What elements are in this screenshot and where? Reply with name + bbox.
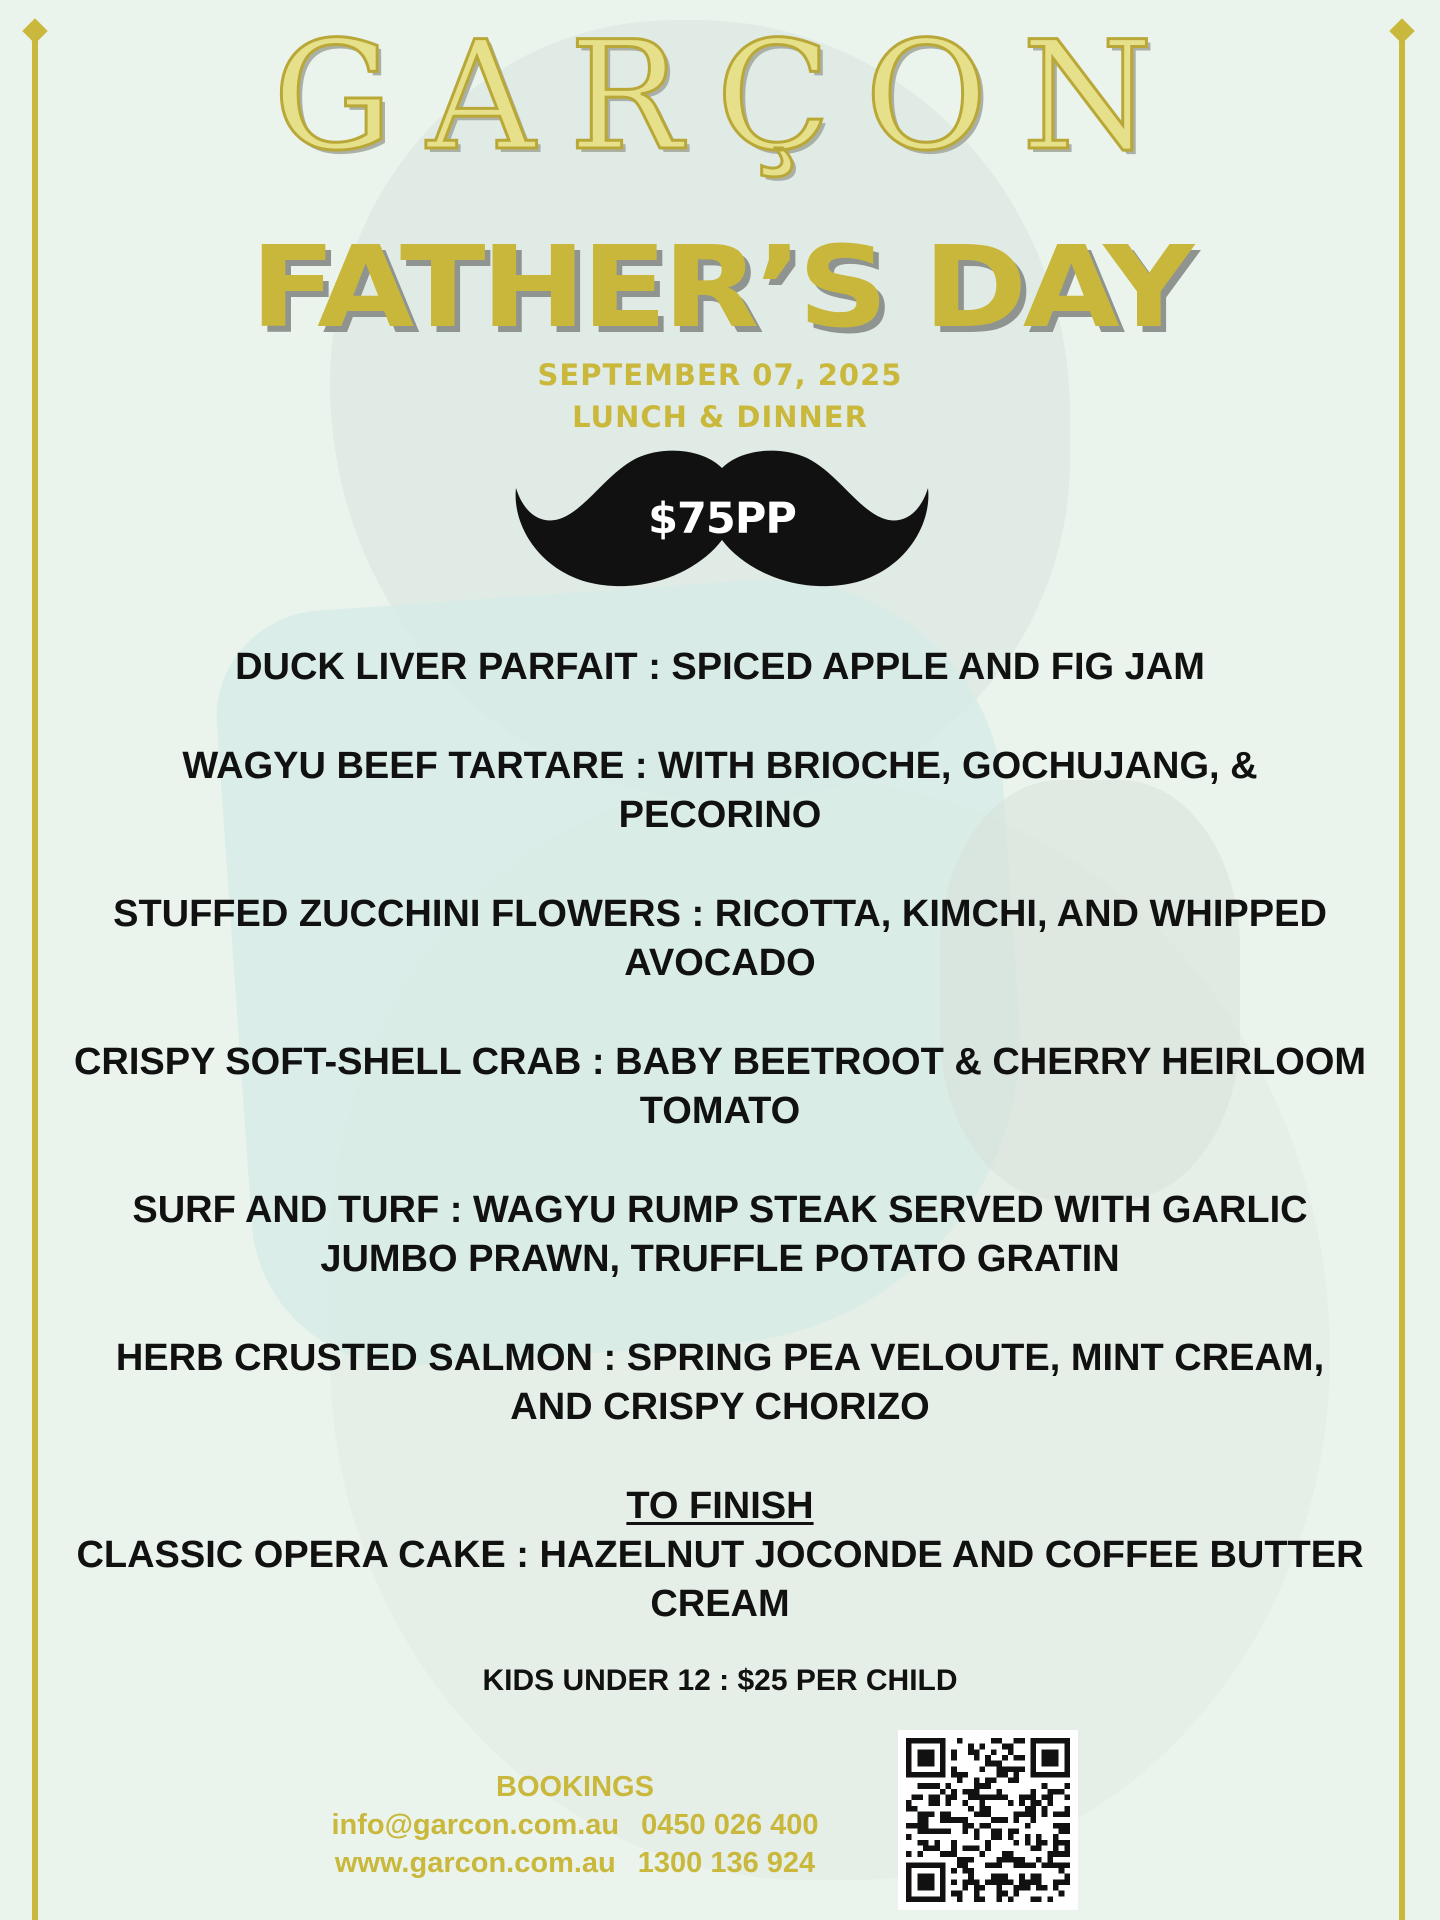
menu-item-line: DUCK LIVER PARFAIT : SPICED APPLE AND FIG JAM (235, 646, 1205, 688)
qr-code-icon (906, 1738, 1070, 1902)
menu-item (60, 1038, 1380, 1136)
menu-item-line: TOMATO (639, 1090, 801, 1132)
price-label: $75PP (648, 494, 796, 544)
kids-pricing: KIDS UNDER 12 : $25 PER CHILD (482, 1664, 958, 1697)
bookings-row (300, 1806, 850, 1844)
menu-item-line: AVOCADO (624, 942, 816, 984)
menu-list (60, 643, 1380, 1629)
website-link[interactable]: www.garcon.com.au (334, 1847, 616, 1879)
menu-item-line: CRISPY SOFT-SHELL CRAB : BABY BEETROOT & CHERRY HEIRLOOM (73, 1041, 1367, 1083)
dessert-line: CREAM (650, 1583, 790, 1625)
dessert-line: CLASSIC OPERA CAKE : HAZELNUT JOCONDE AND COFFEE BUTTER (76, 1534, 1364, 1576)
page-title: FATHER’S DAY (250, 223, 1190, 353)
event-service: LUNCH & DINNER (572, 400, 868, 434)
bookings-block (300, 1768, 850, 1882)
menu-item (60, 1334, 1380, 1432)
email-link[interactable]: info@garcon.com.au (331, 1809, 620, 1841)
finish-heading: TO FINISH (626, 1485, 814, 1527)
menu-item-line: SURF AND TURF : WAGYU RUMP STEAK SERVED WITH GARLIC (132, 1189, 1308, 1231)
menu-item-line: JUMBO PRAWN, TRUFFLE POTATO GRATIN (320, 1238, 1120, 1280)
menu-item (60, 1186, 1380, 1284)
menu-item-line: PECORINO (618, 794, 822, 836)
menu-item-line: AND CRISPY CHORIZO (510, 1386, 930, 1428)
landline-phone[interactable]: 1300 136 924 (637, 1847, 816, 1879)
menu-item (60, 742, 1380, 840)
bookings-row (300, 1844, 850, 1882)
menu-item-line: STUFFED ZUCCHINI FLOWERS : RICOTTA, KIMCHI, AND WHIPPED (113, 893, 1327, 935)
menu-item-line: HERB CRUSTED SALMON : SPRING PEA VELOUTE, MINT CREAM, (115, 1337, 1325, 1379)
brand-logo: GARÇON (272, 10, 1188, 184)
mobile-phone[interactable]: 0450 026 400 (641, 1809, 819, 1841)
menu-item (60, 890, 1380, 988)
qr-code[interactable] (898, 1730, 1078, 1910)
menu-item-line: WAGYU BEEF TARTARE : WITH BRIOCHE, GOCHUJANG, & (182, 745, 1258, 787)
dessert-section (60, 1482, 1380, 1629)
menu-item (60, 643, 1380, 692)
bookings-label: BOOKINGS (496, 1771, 654, 1803)
event-date: SEPTEMBER 07, 2025 (537, 358, 903, 392)
